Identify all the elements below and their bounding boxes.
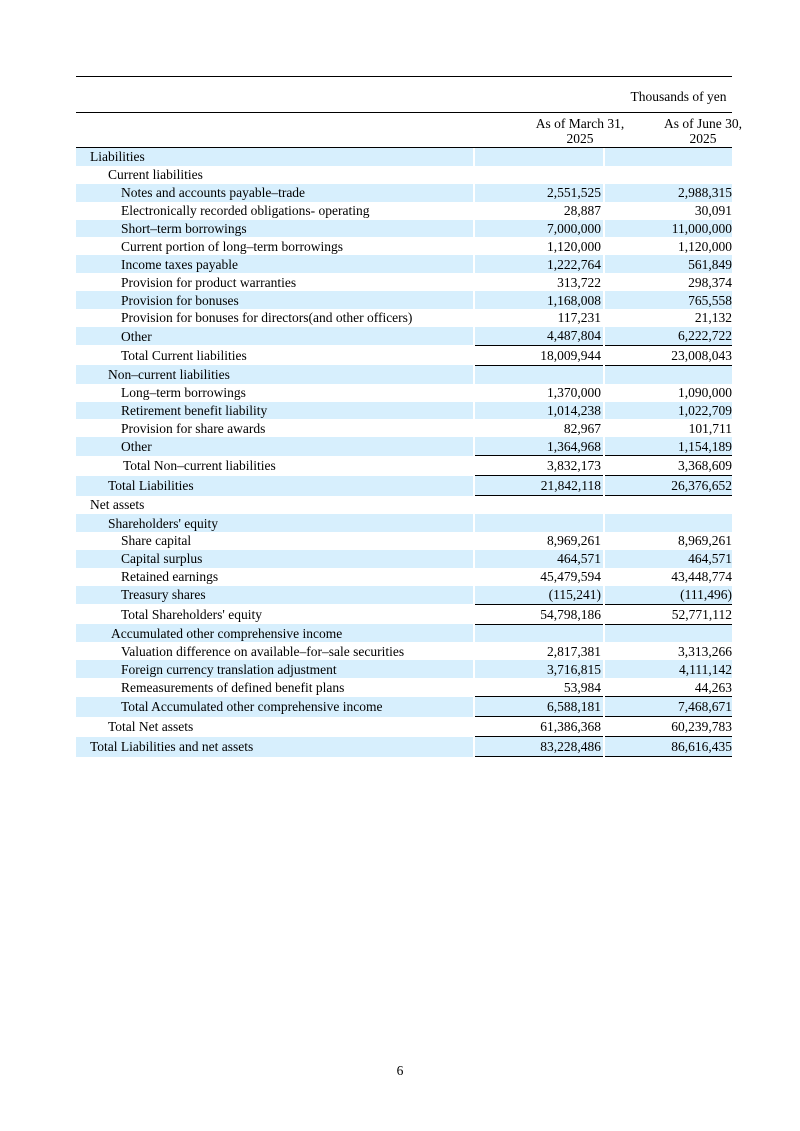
value-march: 3,716,815 [474,660,604,678]
value-june [604,365,732,383]
table-row [76,568,732,586]
table-row-total [76,476,732,496]
value-june: 43,448,774 [604,568,732,586]
table-row [76,678,732,696]
row-label: Treasury shares [76,586,474,604]
value-june: 23,008,043 [604,345,732,365]
value-march: 1,222,764 [474,255,604,273]
value-june: 86,616,435 [604,737,732,757]
value-march [474,514,604,532]
table-row-subtotal [76,345,732,365]
value-june: (111,496) [604,586,732,604]
value-march: 45,479,594 [474,568,604,586]
row-label: Current portion of long–term borrowings [121,238,343,254]
table-row [76,148,732,166]
value-june: 11,000,000 [604,220,732,238]
value-march: 313,722 [474,273,604,291]
row-label: Retirement benefit liability [76,402,474,420]
table-row [76,624,732,642]
row-label: Total Liabilities and net assets [76,737,474,757]
row-label: Remeasurements of defined benefit plans [121,679,345,695]
liabilities-table [76,148,732,757]
value-march: 28,887 [474,202,604,220]
value-march: 1,120,000 [474,237,604,255]
table-row [76,496,732,514]
column-header-march-line2: 2025 [566,131,594,146]
value-june [604,166,732,184]
row-label: Shareholders' equity [76,514,474,532]
column-header-row [76,112,742,147]
table-row [76,220,732,238]
table-row [76,166,732,184]
row-label: Total Liabilities [76,476,474,496]
value-june [604,496,732,514]
row-label: Total Current liabilities [121,347,247,363]
value-june: 7,468,671 [604,697,732,717]
table-row [76,237,732,255]
row-label: Long–term borrowings [121,385,246,401]
row-label: Income taxes payable [76,255,474,273]
row-label: Other [76,327,474,345]
row-label: Total Shareholders' equity [121,606,262,622]
row-label: Net assets [90,497,145,513]
value-june: 101,711 [604,419,732,437]
value-march: (115,241) [474,586,604,604]
column-header-march-line1: As of March 31, [535,116,625,131]
page-number: 6 [396,1063,404,1078]
value-march [474,496,604,514]
table-row-total [76,717,732,737]
row-label: Capital surplus [76,550,474,568]
row-label: Current liabilities [108,167,203,183]
value-march: 53,984 [474,678,604,696]
value-march: 1,364,968 [474,437,604,455]
value-march: 3,832,173 [474,456,604,476]
value-march: 21,842,118 [474,476,604,496]
value-june: 44,263 [604,678,732,696]
value-march: 54,798,186 [474,604,604,624]
column-header-june-line2: 2025 [689,131,717,146]
table-row [76,402,732,420]
table-row [76,586,732,604]
table-row-subtotal [76,697,732,717]
row-label: Valuation difference on available–for–sale securities [121,643,405,659]
value-june: 8,969,261 [604,532,732,550]
table-row [76,437,732,455]
table-row [76,273,732,291]
value-june: 561,849 [604,255,732,273]
table-row [76,660,732,678]
value-june: 60,239,783 [604,717,732,737]
value-march: 6,588,181 [474,697,604,717]
value-june: 1,022,709 [604,402,732,420]
value-march: 4,487,804 [474,327,604,345]
value-march: 83,228,486 [474,737,604,757]
value-march: 18,009,944 [474,345,604,365]
row-label: Total Net assets [108,719,194,735]
table-row [76,327,732,345]
table-row [76,514,732,532]
row-label: Notes and accounts payable–trade [76,184,474,202]
value-march [474,624,604,642]
value-june: 298,374 [604,273,732,291]
row-label: Electronically recorded obligations- operating [121,203,370,219]
row-label: Provision for share awards [121,420,266,436]
value-june: 3,313,266 [604,642,732,660]
value-march: 1,370,000 [474,384,604,402]
row-label: Retained earnings [121,569,219,585]
value-june: 1,090,000 [604,384,732,402]
row-label: Provision for product warranties [121,274,297,290]
row-label: Total Non–current liabilities [123,458,276,474]
value-march: 1,014,238 [474,402,604,420]
table-row-grand-total [76,737,732,757]
value-june [604,514,732,532]
value-march: 117,231 [474,309,604,327]
row-label: Other [76,437,474,455]
header-rule [76,147,732,148]
column-header-june-line1: As of June 30, [664,116,742,131]
table-row [76,550,732,568]
value-june [604,624,732,642]
value-june: 3,368,609 [604,456,732,476]
table-row [76,309,732,327]
row-label: Non–current liabilities [76,365,474,383]
value-march [474,166,604,184]
value-june: 1,154,189 [604,437,732,455]
value-june: 2,988,315 [604,184,732,202]
value-june: 4,111,142 [604,660,732,678]
value-march: 464,571 [474,550,604,568]
value-june: 6,222,722 [604,327,732,345]
unit-header [76,77,732,112]
value-june: 52,771,112 [604,604,732,624]
value-march: 2,551,525 [474,184,604,202]
table-row [76,291,732,309]
value-june: 26,376,652 [604,476,732,496]
table-row-subtotal [76,456,732,476]
table-row [76,184,732,202]
table-row [76,202,732,220]
row-label: Share capital [121,533,192,549]
value-march: 82,967 [474,419,604,437]
row-label: Provision for bonuses for directors(and other officers) [121,310,413,326]
row-label: Accumulated other comprehensive income [76,624,474,642]
value-june: 1,120,000 [604,237,732,255]
table-row-subtotal [76,604,732,624]
table-row [76,255,732,273]
unit-label: Thousands of yen [630,89,727,104]
value-march [474,148,604,166]
row-label: Short–term borrowings [76,220,474,238]
row-label: Provision for bonuses [76,291,474,309]
balance-sheet-liabilities-net-assets [76,76,742,757]
value-june: 464,571 [604,550,732,568]
table-row [76,642,732,660]
value-june: 21,132 [604,309,732,327]
value-june: 765,558 [604,291,732,309]
value-march: 61,386,368 [474,717,604,737]
value-march: 7,000,000 [474,220,604,238]
table-row [76,532,732,550]
row-label: Foreign currency translation adjustment [76,660,474,678]
value-march: 1,168,008 [474,291,604,309]
value-march: 2,817,381 [474,642,604,660]
row-label: Total Accumulated other comprehensive income [76,697,474,717]
value-june [604,148,732,166]
value-march [474,365,604,383]
value-june: 30,091 [604,202,732,220]
table-row [76,365,732,383]
value-march: 8,969,261 [474,532,604,550]
table-row [76,419,732,437]
table-row [76,384,732,402]
column-header-june [603,116,800,146]
row-label: Liabilities [76,148,474,166]
